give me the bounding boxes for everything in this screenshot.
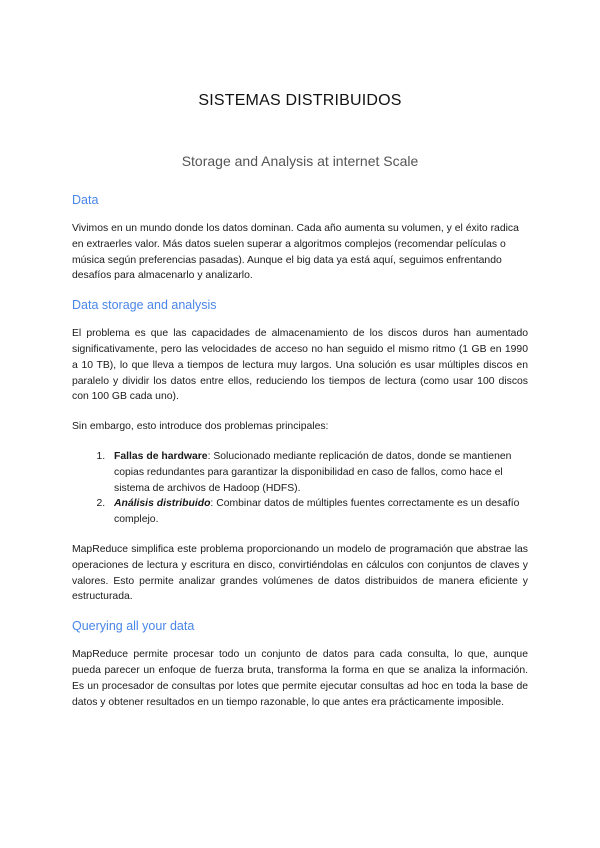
section-storage [72, 298, 528, 605]
paragraph: El problema es que las capacidades de almacenamiento de los discos duros han aumentado significativamente, pero las velocidades de acceso no han seguido el mismo ritmo (1 GB en 1990 a 10 TB), lo que lleva a tiempos de lectura muy largos. Una solución es usar múltiples discos en paralelo y dividir los datos entre ellos, reduciendo los tiempos de lectura (como usar 100 discos con 100 GB cada uno). [72, 328, 528, 403]
paragraph: MapReduce permite procesar todo un conjunto de datos para cada consulta, lo que, aunque pueda parecer un enfoque de fuerza bruta, transforma la forma en que se analiza la información. Es un procesador de consultas por lotes que permite ejecutar consultas ad hoc en toda la base de datos y obtener resultados en un tiempo razonable, lo que antes era prácticamente imposible. [72, 649, 528, 708]
document-body [72, 193, 528, 724]
section-data [72, 193, 528, 284]
section-heading-data: Data [72, 193, 99, 207]
list-item [108, 449, 528, 496]
paragraph: MapReduce simplifica este problema proporcionando un modelo de programación que abstrae las operaciones de lectura y escritura en disco, convirtiéndolas en cálculos con conjuntos de claves y valores. Esto permite analizar grandes volúmenes de datos distribuidos de manera eficiente y estructurada. [72, 543, 528, 603]
section-querying [72, 619, 528, 710]
list-item-term: Análisis distribuido [114, 498, 211, 510]
list-item-text: : Solucionado mediante replicación de datos, donde se mantienen copias redundantes para garantizar la disponibilidad en caso de fallos, como hace el sistema de archivos de Hadoop (HDFS). [114, 450, 512, 494]
paragraph: Vivimos en un mundo donde los datos dominan. Cada año aumenta su volumen, y el éxito radica en extraerles valor. Más datos suelen superar a algoritmos complejos (recomendar películas o música según preferencias pasadas). Aunque el big data ya está aquí, seguimos enfrentando desafíos para almacenarlo y analizarlo. [72, 223, 519, 282]
section-heading-storage: Data storage and analysis [72, 298, 217, 313]
paragraph: Sin embargo, esto introduce dos problemas principales: [72, 421, 329, 433]
page-subtitle: Storage and Analysis at internet Scale [181, 153, 419, 169]
section-heading-querying: Querying all your data [72, 619, 195, 634]
page-title: SISTEMAS DISTRIBUIDOS [198, 92, 402, 109]
list-item [108, 496, 528, 528]
problems-list [72, 449, 528, 528]
list-item-term: Fallas de hardware [114, 450, 208, 462]
list-item-text: : Combinar datos de múltiples fuentes correctamente es un desafío complejo. [114, 498, 520, 526]
